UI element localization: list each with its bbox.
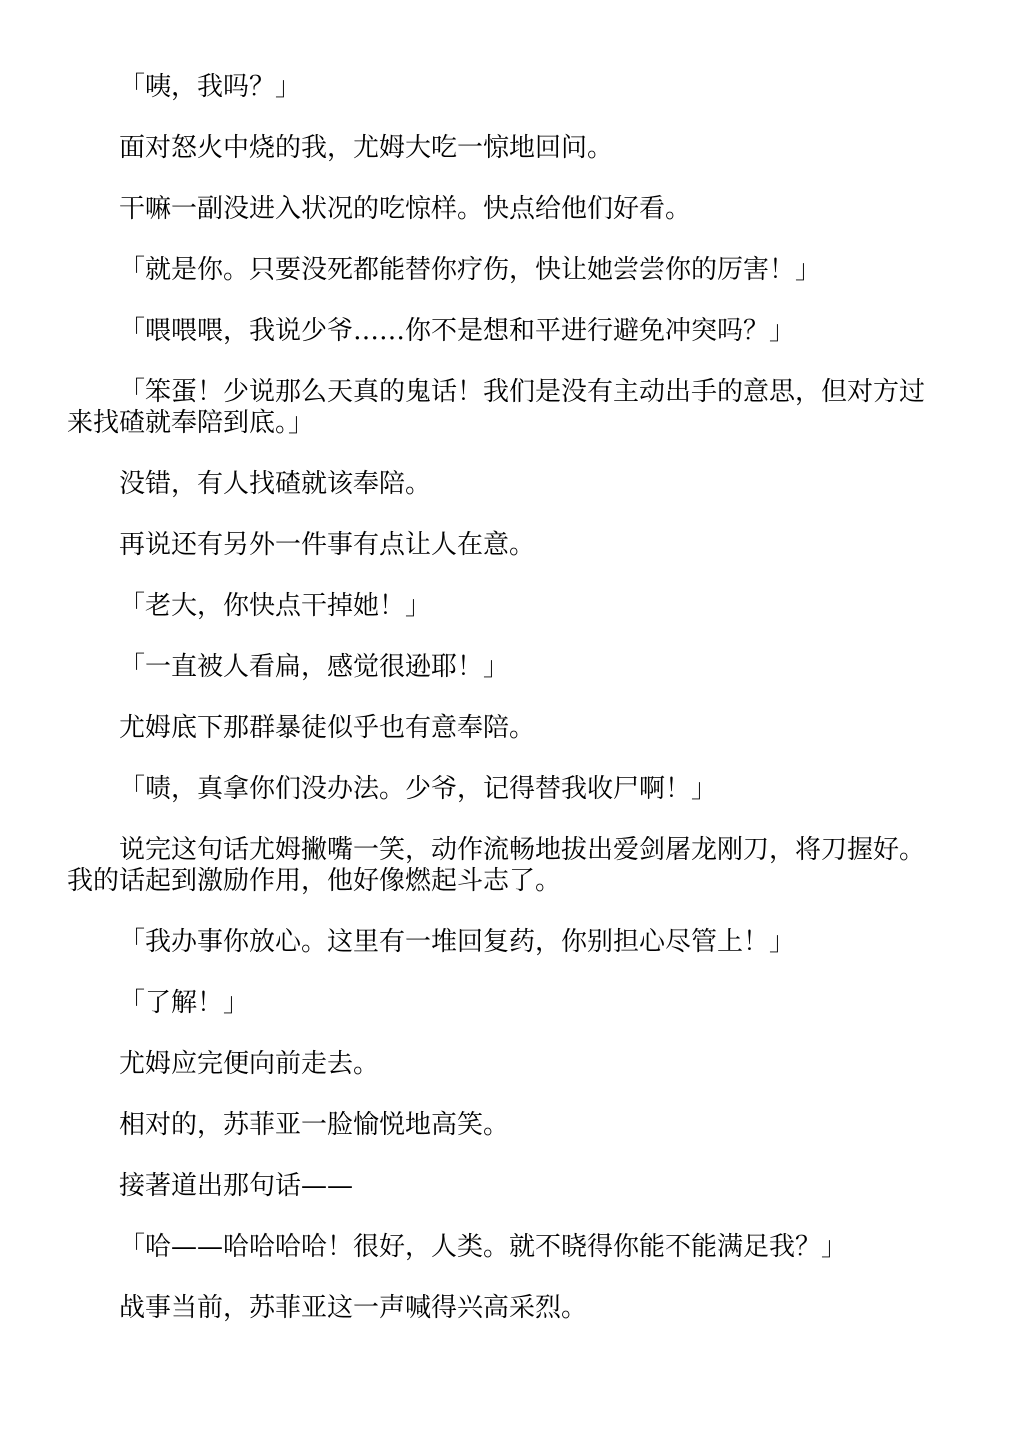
paragraph: 「老大，你快点干掉她！」 xyxy=(119,591,432,621)
paragraph: 相对的，苏菲亚一脸愉悦地高笑。 xyxy=(119,1110,510,1140)
paragraph: 「咦，我吗？」 xyxy=(119,72,302,102)
paragraph: 「啧，真拿你们没办法。少爷，记得替我收尸啊！」 xyxy=(119,774,718,804)
paragraph: 接著道出那句话—— xyxy=(119,1171,354,1201)
paragraph: 「喂喂喂，我说少爷……你不是想和平进行避免冲突吗？」 xyxy=(119,316,796,346)
paragraph: 尤姆底下那群暴徒似乎也有意奉陪。 xyxy=(119,713,536,743)
paragraph: 「一直被人看扁，感觉很逊耶！」 xyxy=(119,652,510,682)
paragraph: 「哈——哈哈哈哈！很好，人类。就不晓得你能不能满足我？」 xyxy=(119,1232,848,1262)
paragraph: 「我办事你放心。这里有一堆回复药，你别担心尽管上！」 xyxy=(119,927,796,957)
paragraph: 「就是你。只要没死都能替你疗伤，快让她尝尝你的厉害！」 xyxy=(119,255,822,285)
paragraph: 尤姆应完便向前走去。 xyxy=(119,1049,380,1079)
paragraph: 说完这句话尤姆撇嘴一笑，动作流畅地拔出爱剑屠龙刚刀，将刀握好。我的话起到激励作用，他好像燃起斗志了。 xyxy=(67,835,926,896)
paragraph: 干嘛一副没进入状况的吃惊样。快点给他们好看。 xyxy=(119,194,692,224)
paragraph: 「笨蛋！少说那么天真的鬼话！我们是没有主动出手的意思，但对方过来找碴就奉陪到底。」 xyxy=(67,377,926,438)
paragraph: 再说还有另外一件事有点让人在意。 xyxy=(119,530,536,560)
paragraph: 面对怒火中烧的我，尤姆大吃一惊地回问。 xyxy=(119,133,614,163)
paragraph: 战事当前，苏菲亚这一声喊得兴高采烈。 xyxy=(119,1293,588,1323)
paragraph: 没错，有人找碴就该奉陪。 xyxy=(119,469,432,499)
paragraph: 「了解！」 xyxy=(119,988,250,1018)
text-body xyxy=(67,72,947,1354)
